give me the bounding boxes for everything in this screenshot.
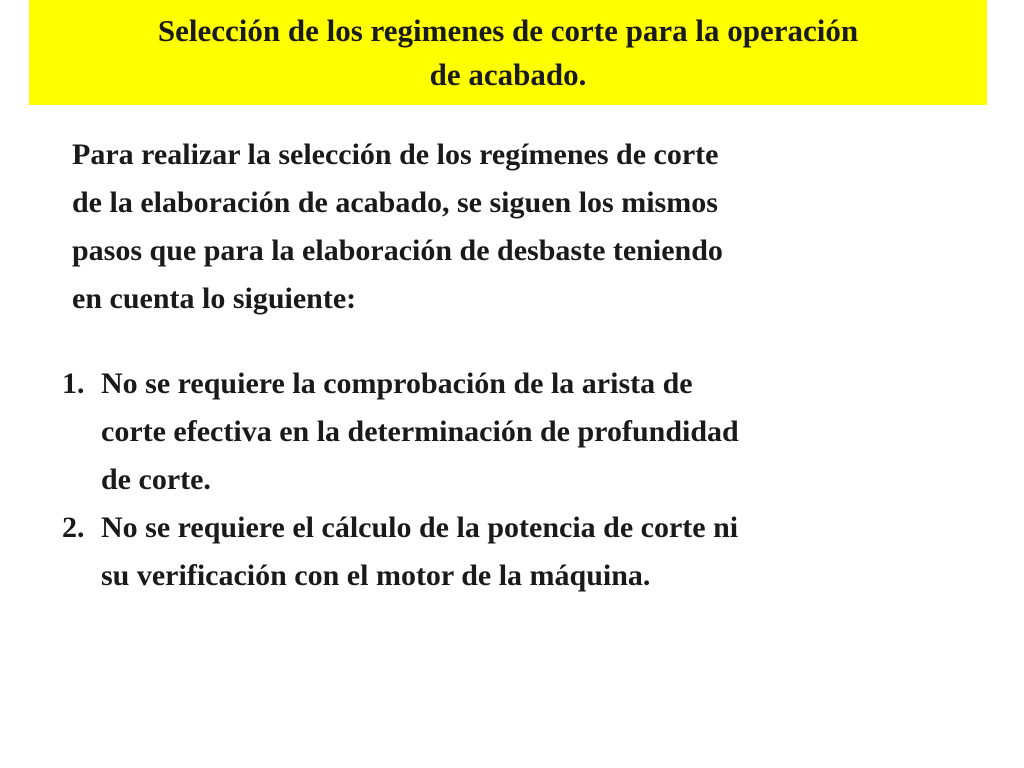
intro-line: en cuenta lo siguiente: [72, 282, 357, 315]
intro-line: pasos que para la elaboración de desbaste teniendo [72, 234, 723, 267]
title-banner [29, 0, 987, 105]
numbered-list [62, 360, 982, 600]
slide-title-line-1: Selección de los regimenes de corte para la operación [157, 12, 859, 48]
list-item-line: corte efectiva en la determinación de profundidad [101, 415, 739, 448]
intro-paragraph [72, 131, 972, 323]
list-item-text [101, 360, 982, 504]
intro-line: de la elaboración de acabado, se siguen los mismos [72, 186, 718, 219]
list-item-line: de corte. [101, 463, 211, 496]
list-item-2 [62, 504, 982, 600]
list-item-number: 2. [62, 511, 85, 544]
list-item-text [101, 504, 982, 600]
intro-line: Para realizar la selección de los regímenes de corte [72, 138, 719, 171]
list-item-line: No se requiere el cálculo de la potencia de corte ni [101, 511, 739, 544]
list-item-line: No se requiere la comprobación de la arista de [101, 367, 693, 400]
list-item-line: su verificación con el motor de la máquina. [101, 559, 651, 592]
slide-title [158, 9, 858, 97]
list-item-number: 1. [62, 367, 85, 400]
list-item-1 [62, 360, 982, 504]
slide-title-line-2: de acabado. [429, 56, 587, 92]
